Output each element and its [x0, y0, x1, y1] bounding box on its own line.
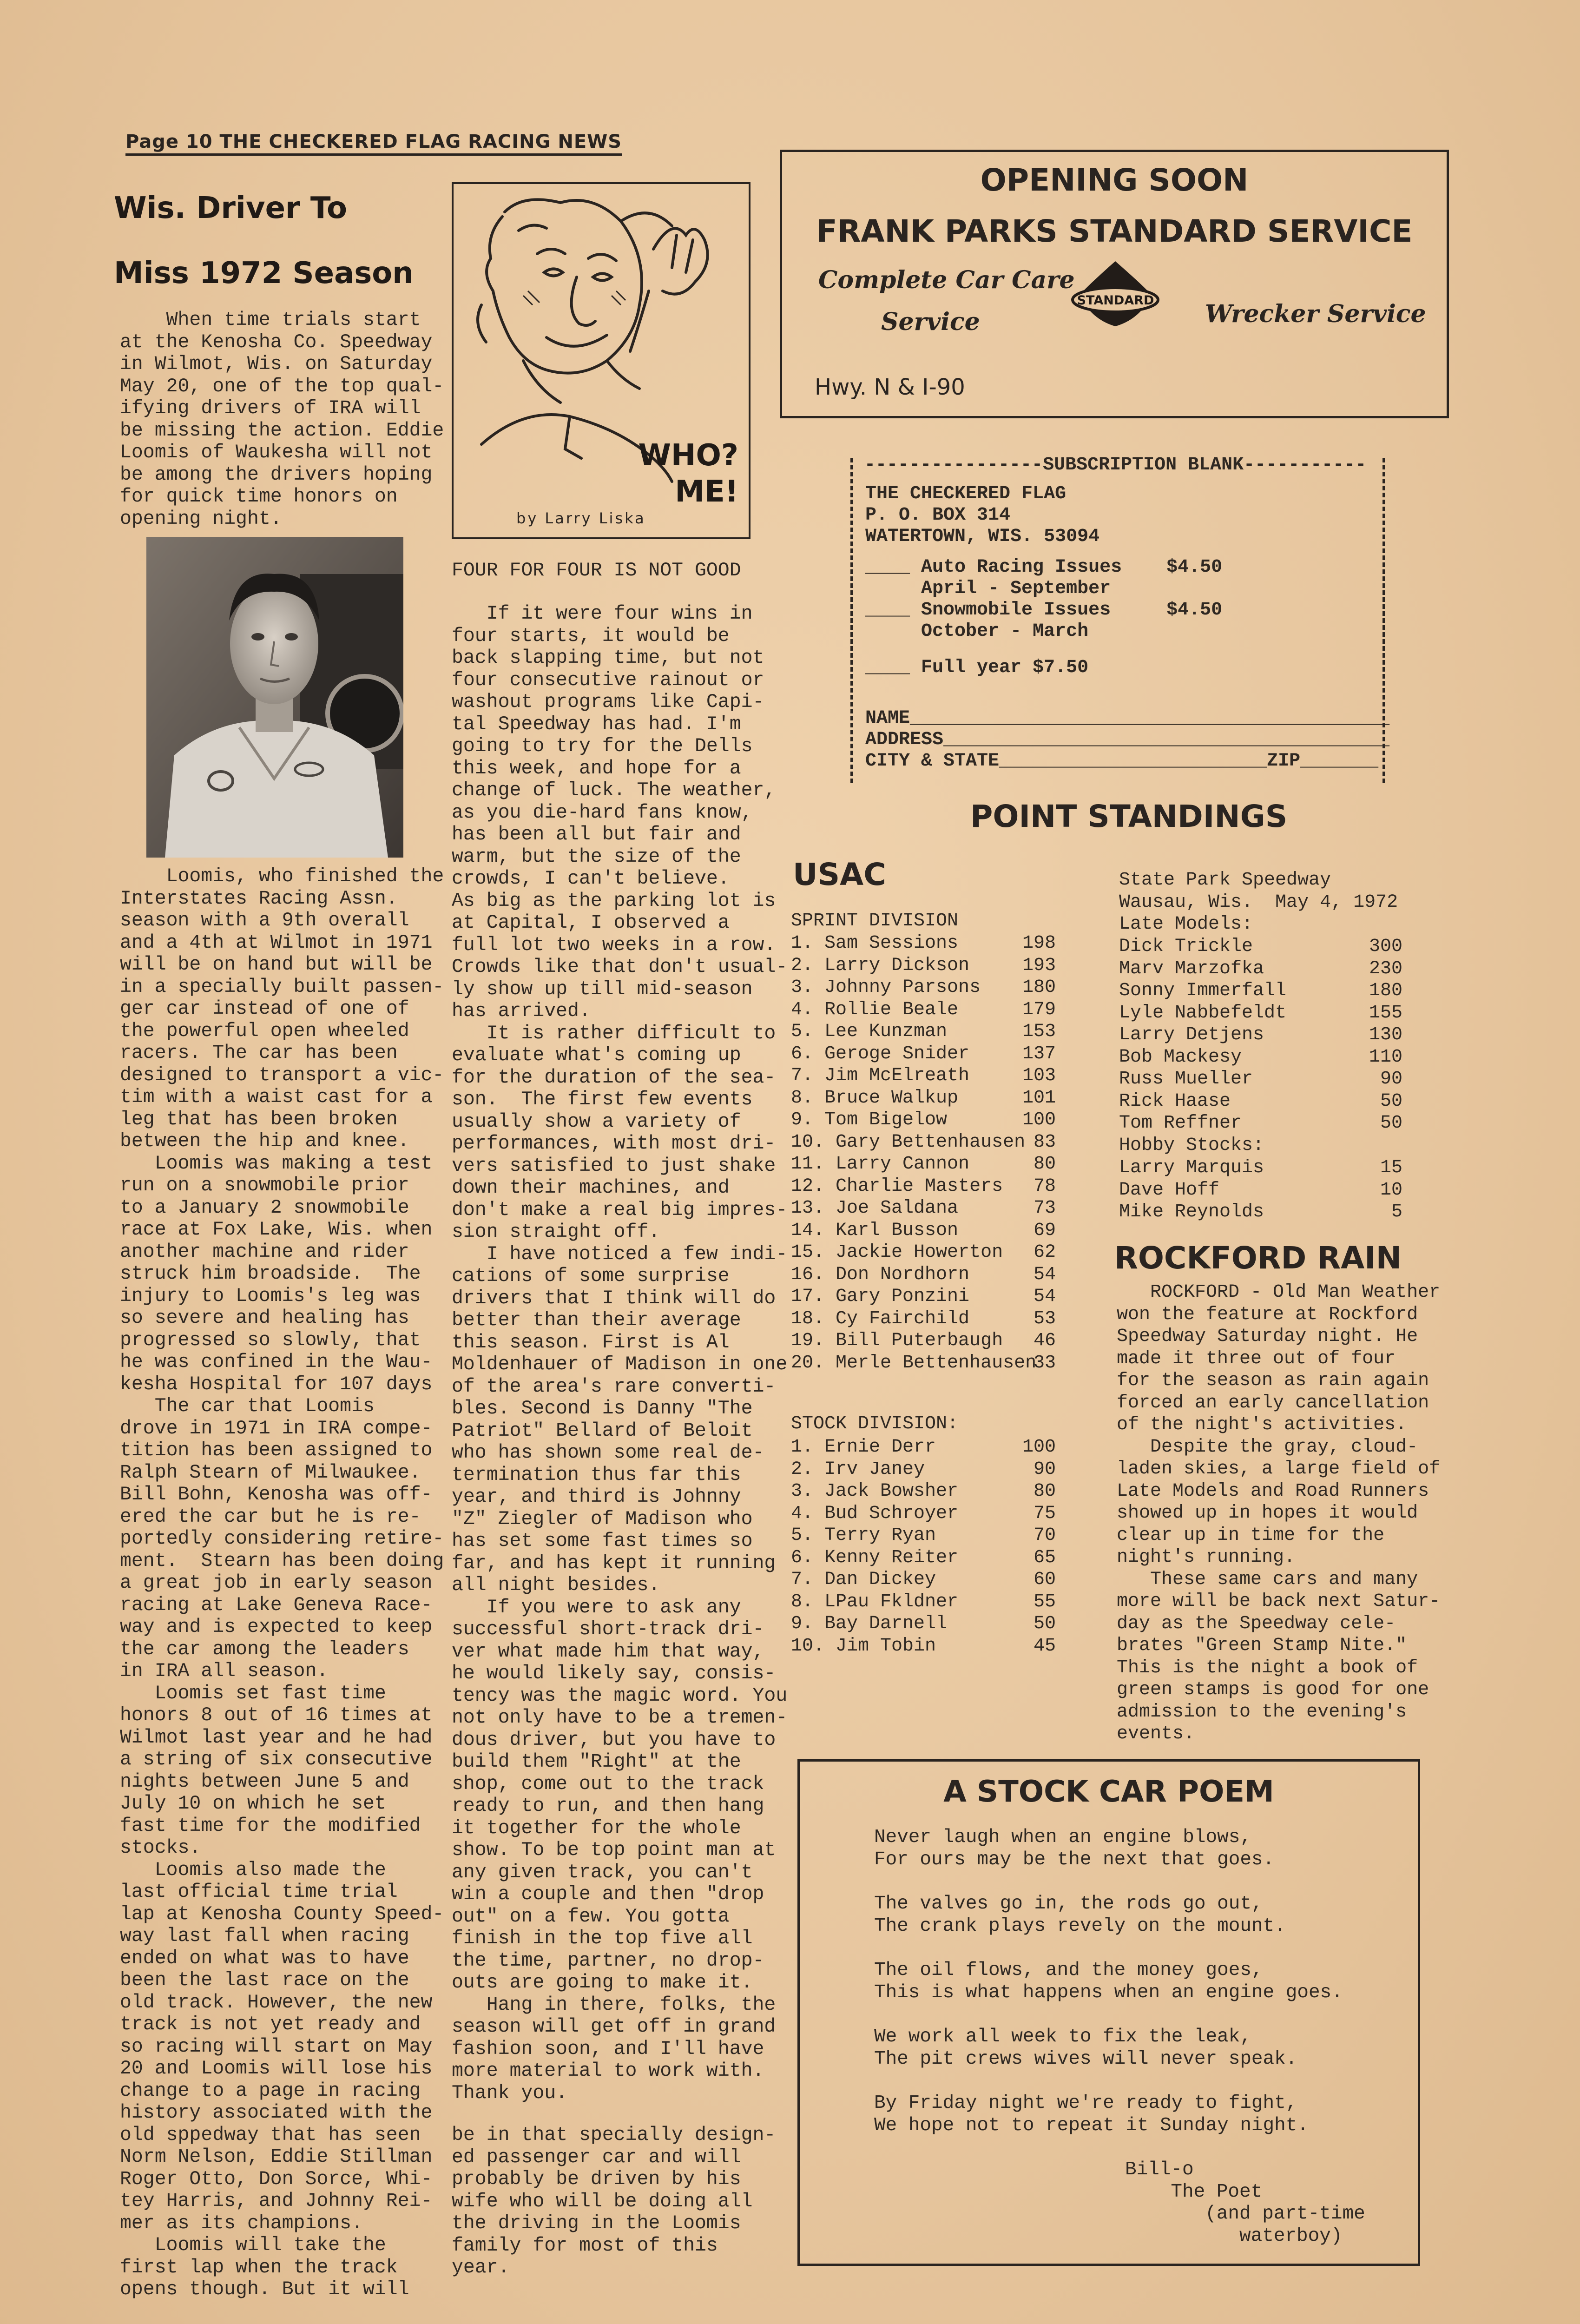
standings-row: [791, 932, 1088, 955]
poem-stanza-1: Never laugh when an engine blows, For ours may be the next that goes.: [874, 1827, 1275, 1870]
driver-points: 193: [1022, 955, 1056, 976]
driver-points: 300: [1369, 936, 1402, 957]
subscription-address: THE CHECKERED FLAG P. O. BOX 314 WATERTOWN, WIS. 53094: [865, 483, 1100, 547]
driver-points: 153: [1022, 1021, 1056, 1042]
standings-row: [791, 1308, 1088, 1330]
article-body: Loomis, who finished the Interstates Racing Assn. season with a 9th overall and a 4th at Wilmot in 1971 will be on hand but will be in a specially built passen- ger car instead of one of the powerful open wheeled racers. The car has been designed to transport a vic- tim with a waist cast for a leg that has been broken between the hip and knee. Loomis was making a test run on a snowmobile prior to a January 2 snowmobile race at Fox Lake, Wis. when another machine and rider struck him broadside. The injury to Loomis's leg was so severe and healing has progressed so slowly, that he was confined in the Wau- kesha Hospital for 107 days The car that Loomis drove in 1971 in IRA compe- tition has been assigned to Ralph Stearn of Milwaukee. Bill Bohn, Kenosha was off- ered the car but he is re- portedly considering retire- ment. Stearn has been doing a great job in early season racing at Lake Geneva Race- way and is expected to keep the car among the leaders in IRA all season. Loomis set fast time honors 8 out of 16 times at Wilmot last year and he had a string of six consecutive nights between June 5 and July 10 on which he set fast time for the modified stocks. Loomis also made the last official time trial lap at Kenosha County Speed- way last fall when racing ended on what was to have been the last race on the old track. However, the new track is not yet ready and so racing will start on May 20 and Loomis will lose his change to a page in racing history associated with the old sppedway that has seen Norm Nelson, Eddie Stillman Roger Otto, Don Sorce, Whi- tey Harris, and Johnny Rei- mer as its champions. Loomis will take the first lap when the track opens though. But it will: [120, 865, 444, 2300]
driver-points: 180: [1022, 977, 1056, 998]
driver-name: 7. Jim McElreath: [791, 1065, 970, 1086]
driver-points: 69: [1033, 1220, 1056, 1241]
hobby-stocks-label: Hobby Stocks:: [1119, 1135, 1264, 1156]
driver-points: 54: [1033, 1264, 1056, 1285]
driver-name: Larry Detjens: [1119, 1024, 1264, 1045]
standings-row: [1119, 1201, 1402, 1223]
driver-points: 50: [1380, 1090, 1402, 1112]
standings-row: [791, 1131, 1088, 1154]
driver-points: 55: [1033, 1591, 1056, 1612]
cartoon-caption-line-1: WHO?: [638, 438, 738, 473]
driver-name: Tom Reffner: [1119, 1113, 1242, 1134]
driver-points: 70: [1033, 1525, 1056, 1546]
driver-name: 8. Bruce Walkup: [791, 1087, 959, 1109]
standings-row: [791, 1197, 1088, 1220]
driver-points: 90: [1380, 1069, 1402, 1089]
driver-name: 5. Lee Kunzman: [791, 1021, 948, 1042]
point-standings-title: POINT STANDINGS: [970, 799, 1288, 834]
standings-row: [791, 1220, 1088, 1242]
standings-row: [791, 1286, 1088, 1308]
standings-row: [1119, 1046, 1402, 1069]
driver-name: Larry Marquis: [1119, 1157, 1264, 1178]
rockford-rain-heading: ROCKFORD RAIN: [1114, 1240, 1402, 1276]
ad-business-name: FRANK PARKS STANDARD SERVICE: [816, 213, 1413, 249]
driver-name: 4. Rollie Beale: [791, 999, 959, 1020]
poem-stanza-2: The valves go in, the rods go out, The crank plays revely on the mount.: [874, 1893, 1286, 1937]
driver-points: 198: [1022, 933, 1056, 954]
usac-heading: USAC: [793, 857, 886, 892]
driver-points: 179: [1022, 999, 1056, 1020]
driver-name: 6. Geroge Snider: [791, 1043, 970, 1064]
driver-name: 1. Sam Sessions: [791, 933, 959, 954]
standings-row: [791, 1613, 1088, 1635]
standings-row: [1119, 1002, 1402, 1024]
cartoon-caption-line-2: ME!: [675, 475, 738, 509]
driver-name: 3. Johnny Parsons: [791, 977, 981, 998]
standings-row: [1119, 1112, 1402, 1135]
standings-row: [791, 1330, 1088, 1352]
running-header: Page 10 THE CHECKERED FLAG RACING NEWS: [125, 131, 622, 156]
driver-name: 14. Karl Busson: [791, 1220, 959, 1241]
standings-row: [791, 1635, 1088, 1657]
driver-name: 20. Merle Bettenhausen: [791, 1352, 1037, 1373]
standings-row: [791, 1264, 1088, 1286]
driver-name: 11. Larry Cannon: [791, 1154, 970, 1175]
driver-name: 10. Jim Tobin: [791, 1635, 936, 1657]
service-station-ad: [780, 150, 1449, 418]
driver-name: 10. Gary Bettenhausen: [791, 1131, 1026, 1153]
driver-points: 15: [1380, 1157, 1402, 1178]
driver-points: 90: [1033, 1459, 1056, 1480]
standings-row: [791, 1352, 1088, 1374]
headline-line-1: Wis. Driver To: [114, 191, 347, 225]
column-title: FOUR FOR FOUR IS NOT GOOD: [452, 560, 741, 581]
driver-name: 12. Charlie Masters: [791, 1175, 1003, 1197]
driver-points: 80: [1033, 1154, 1056, 1175]
standings-row: [791, 1547, 1088, 1569]
stock-standings-list: [791, 1436, 1088, 1657]
ad-car-care-line: Complete Car Care: [818, 266, 1075, 294]
standings-row: [1119, 1024, 1402, 1046]
driver-points: 50: [1033, 1613, 1056, 1634]
ad-opening-soon: OPENING SOON: [980, 162, 1249, 198]
driver-points: 50: [1380, 1113, 1402, 1134]
driver-name: Bob Mackesy: [1119, 1046, 1242, 1068]
standings-row: [791, 1525, 1088, 1547]
subscription-option-full-year[interactable]: ____ Full year $7.50: [865, 657, 1089, 678]
standings-row: [1119, 980, 1402, 1002]
standings-row: [791, 1087, 1088, 1109]
driver-points: 60: [1033, 1569, 1056, 1590]
standings-row: [1119, 1179, 1402, 1202]
standings-row: [791, 1591, 1088, 1613]
standings-row: [1119, 936, 1402, 958]
driver-name: 7. Dan Dickey: [791, 1569, 936, 1590]
driver-name: Marv Marzofka: [1119, 958, 1264, 979]
driver-name: Mike Reynolds: [1119, 1202, 1264, 1222]
standings-row: [791, 1043, 1088, 1065]
sprint-division-label: SPRINT DIVISION: [791, 911, 959, 931]
standings-row: [1119, 958, 1402, 980]
driver-name: 2. Larry Dickson: [791, 955, 970, 976]
driver-points: 10: [1380, 1179, 1402, 1201]
driver-points: 78: [1033, 1175, 1056, 1197]
driver-name: 17. Gary Ponzini: [791, 1286, 970, 1307]
subscription-header: ----------------SUBSCRIPTION BLANK-----------: [864, 455, 1367, 475]
standings-row: [791, 1503, 1088, 1525]
driver-points: 5: [1391, 1202, 1402, 1222]
state-park-heading: State Park Speedway Wausau, Wis. May 4, 1972: [1119, 870, 1398, 913]
cartoon-panel: [452, 182, 750, 539]
driver-name: Rick Haase: [1119, 1090, 1231, 1112]
standings-row: [791, 1175, 1088, 1198]
driver-points: 180: [1369, 980, 1402, 1001]
driver-points: 130: [1369, 1024, 1402, 1045]
driver-points: 100: [1022, 1109, 1056, 1130]
standings-row: [791, 1021, 1088, 1043]
driver-points: 54: [1033, 1286, 1056, 1307]
standings-row: [791, 1459, 1088, 1481]
driver-points: 100: [1022, 1437, 1056, 1458]
driver-points: 110: [1369, 1046, 1402, 1068]
driver-points: 65: [1033, 1547, 1056, 1568]
poem-stanza-5: By Friday night we're ready to fight, We hope not to repeat it Sunday night.: [874, 2093, 1309, 2136]
standings-row: [791, 955, 1088, 977]
standings-row: [1119, 1090, 1402, 1113]
driver-points: 46: [1033, 1330, 1056, 1351]
driver-name: 1. Ernie Derr: [791, 1437, 936, 1458]
rockford-rain-body: ROCKFORD - Old Man Weather won the feature at Rockford Speedway Saturday night. He made it three out of four for the season as rain again forced an early cancellation of the night's activities. Despite the gray, cloud- laden skies, a large field of Late Models and Road Runners showed up in hopes it would clear up in time for the night's running. These same cars and many more will be back next Satur- day as the Speedway cele- brates "Green Stamp Nite." This is the night a book of green stamps is good for one admission to the evening's events.: [1117, 1282, 1441, 1744]
driver-points: 155: [1369, 1002, 1402, 1023]
driver-name: 3. Jack Bowsher: [791, 1481, 959, 1502]
subscription-option-auto[interactable]: ____ Auto Racing Issues $4.50 April - September: [865, 557, 1223, 599]
driver-name: 13. Joe Saldana: [791, 1198, 959, 1219]
headline-line-2: Miss 1972 Season: [114, 256, 414, 290]
sprint-standings-list: [791, 932, 1088, 1374]
ad-service-line: Service: [881, 308, 980, 336]
driver-points: 75: [1033, 1503, 1056, 1524]
driver-name: 4. Bud Schroyer: [791, 1503, 959, 1524]
driver-name: 6. Kenny Reiter: [791, 1547, 959, 1568]
standard-oil-logo-icon: [1070, 259, 1161, 329]
driver-name: Dave Hoff: [1119, 1179, 1220, 1201]
driver-name: 15. Jackie Howerton: [791, 1242, 1003, 1263]
subscription-form-fields[interactable]: NAME___________________________________________ ADDRESS________________________________________ CITY & STATE________________________ZIP_______: [865, 708, 1390, 772]
driver-points: 101: [1022, 1087, 1056, 1109]
driver-points: 230: [1369, 958, 1402, 979]
standings-row: [791, 1569, 1088, 1591]
subscription-option-snowmobile[interactable]: ____ Snowmobile Issues $4.50 October - March: [865, 600, 1223, 642]
ad-wrecker-line: Wrecker Service: [1205, 300, 1426, 328]
driver-name: 9. Bay Darnell: [791, 1613, 948, 1634]
late-models-label: Late Models:: [1119, 914, 1253, 935]
driver-points: 137: [1022, 1043, 1056, 1064]
standings-row: [791, 1241, 1088, 1264]
cartoon-byline: by Larry Liska: [516, 509, 646, 527]
logo-text: STANDARD: [1077, 293, 1154, 308]
driver-name: 8. LPau Fkldner: [791, 1591, 959, 1612]
driver-portrait-image: [146, 537, 403, 858]
poem-stanza-3: The oil flows, and the money goes, This is what happens when an engine goes.: [874, 1960, 1343, 2003]
driver-name: Lyle Nabbefeldt: [1119, 1002, 1287, 1023]
driver-photo: [146, 537, 403, 858]
driver-name: 19. Bill Puterbaugh: [791, 1330, 1003, 1351]
stock-division-label: STOCK DIVISION:: [791, 1413, 959, 1434]
standings-row: [1119, 1068, 1402, 1090]
driver-name: Sonny Immerfall: [1119, 980, 1287, 1001]
ad-location: Hwy. N & I-90: [815, 374, 965, 400]
standings-row: [791, 1153, 1088, 1175]
poem-title: A STOCK CAR POEM: [943, 1775, 1274, 1809]
driver-points: 62: [1033, 1242, 1056, 1263]
driver-name: 5. Terry Ryan: [791, 1525, 936, 1546]
driver-points: 80: [1033, 1481, 1056, 1502]
column-body: If it were four wins in four starts, it would be back slapping time, but not four consecutive rainout or washout programs like Capi- tal Speedway has had. I'm going to try for the Dells this week, and hope for a change of luck. The weather, as you die-hard fans know, has been all but fair and warm, but the size of the crowds, I can't believe. As big as the parking lot is at Capital, I observed a full lot two weeks in a row. Crowds like that don't usual- ly show up till mid-season has arrived. It is rather difficult to evaluate what's coming up for the duration of the sea- son. The first few events usually show a variety of performances, with most dri- vers satisfied to just shake down their machines, and don't make a real big impres- sion straight off. I have noticed a few indi- cations of some surprise drivers that I think will do better than their average this season. First is Al Moldenhauer of Madison in of the area's rare converti- bles. Second is Danny "The Patriot" Bellard of Beloit who has shown some real de- termination thus far this year, and third is Johnny "Z" Ziegler of Madison who has set some fast times so far, and has kept it running all night besides. If you were to ask any successful short-track dri- ver what made him that way, he would likely say, consis- tency was the magic word. not only have to be a tremen- dous driver, but you have to build them "Right" at the shop, come out to the track ready to run, and then hang it together for the whole show. To be top point man at any given track, you can't win a couple and then "drop out" on a few. You gotta finish in the top five all the time, partner, no drop- outs are going to make it. Hang in there, folks, the season will get off in grand fashion soon, and I'll have more material to work with. Thank you.: [452, 603, 788, 2104]
stock-car-poem-box: [797, 1759, 1420, 2266]
standings-row: [791, 1065, 1088, 1087]
article-intro: When time trials start at the Kenosha Co. Speedway in Wilmot, Wis. on Saturday May 20, one of the top qual- ifying drivers of IRA will be missing the action. Eddie Loomis of Waukesha will not be among the drivers hoping for quick time honors on opening night.: [120, 309, 444, 530]
driver-points: 103: [1022, 1065, 1056, 1086]
standings-row: [791, 1480, 1088, 1503]
driver-points: 33: [1033, 1352, 1056, 1373]
driver-name: 16. Don Nordhorn: [791, 1264, 970, 1285]
article-headline: [114, 176, 439, 306]
driver-name: 9. Tom Bigelow: [791, 1109, 948, 1130]
driver-name: 2. Irv Janey: [791, 1459, 925, 1480]
poem-signature: Bill-o The Poet (and part-time waterboy): [1125, 2159, 1365, 2247]
driver-points: 45: [1033, 1635, 1056, 1657]
driver-name: Russ Mueller: [1119, 1069, 1253, 1089]
standings-row: [791, 999, 1088, 1021]
driver-name: 18. Cy Fairchild: [791, 1308, 970, 1329]
standings-row: [791, 1109, 1088, 1131]
hobby-stocks-list: [1119, 1157, 1402, 1223]
driver-points: 53: [1033, 1308, 1056, 1329]
poem-stanza-4: We work all week to fix the leak, The pit crews wives will never speak.: [874, 2026, 1297, 2070]
standings-row: [791, 977, 1088, 999]
cartoon-caption: [638, 437, 738, 510]
standings-row: [1119, 1157, 1402, 1179]
driver-points: 83: [1033, 1131, 1056, 1153]
driver-points: 73: [1033, 1198, 1056, 1219]
late-models-list: [1119, 936, 1402, 1135]
standings-row: [791, 1436, 1088, 1459]
driver-name: Dick Trickle: [1119, 936, 1253, 957]
article-continuation: be in that specially design- ed passenger car and will probably be driven by his wife who will be doing all the driving in the Loomis family for most of this year.: [452, 2124, 776, 2278]
